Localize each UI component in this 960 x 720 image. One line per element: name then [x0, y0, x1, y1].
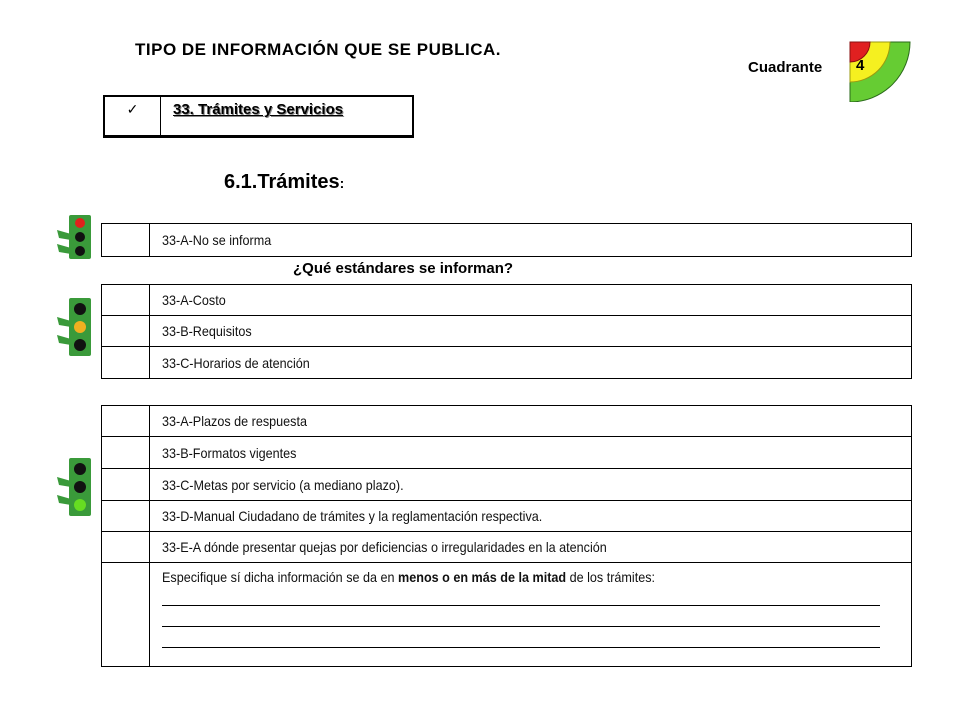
checkbox-cell[interactable] — [102, 316, 150, 347]
checkbox-cell[interactable] — [102, 501, 150, 532]
checkbox-cell[interactable] — [102, 469, 150, 501]
row-label: 33-A-Plazos de respuesta — [150, 406, 912, 437]
traffic-light-yellow-icon — [57, 297, 93, 357]
yellow-standards-table — [101, 284, 912, 379]
section-title-colon: : — [339, 175, 345, 191]
row-label: 33-E-A dónde presentar quejas por deficiencias o irregularidades en la atención — [150, 532, 912, 563]
cuadrante-number: 4 — [856, 57, 865, 74]
specify-text: Especifique sí dicha información se da en menos o en más de la mitad de los trámites: — [162, 569, 656, 585]
table-row — [102, 469, 912, 501]
checkbox-cell[interactable] — [102, 437, 150, 469]
answer-line-1[interactable] — [162, 585, 880, 606]
row-label: 33-B-Requisitos — [150, 316, 912, 347]
table-row — [102, 285, 912, 316]
page-title: TIPO DE INFORMACIÓN QUE SE PUBLICA. — [135, 40, 502, 59]
table-row — [102, 406, 912, 437]
question-heading: ¿Qué estándares se informan? — [293, 260, 514, 277]
checkmark-icon[interactable]: ✓ — [105, 97, 161, 135]
cuadrante-label: Cuadrante — [748, 59, 823, 76]
table-row — [102, 316, 912, 347]
row-label: 33-C-Horarios de atención — [150, 347, 912, 379]
traffic-light-green-icon — [57, 457, 93, 517]
row-label: 33-A-No se informa — [150, 224, 912, 257]
traffic-light-red-icon — [57, 214, 93, 260]
table-row — [102, 437, 912, 469]
table-row — [102, 563, 912, 667]
answer-line-2[interactable] — [162, 606, 880, 627]
section-title — [224, 171, 344, 194]
checkbox-cell[interactable] — [102, 285, 150, 316]
section-title-text: 6.1.Trámites — [224, 171, 340, 193]
table-row — [102, 224, 912, 257]
checkbox-cell[interactable] — [102, 406, 150, 437]
row-label: 33-C-Metas por servicio (a mediano plazo). — [150, 469, 912, 501]
selected-category-box — [103, 95, 414, 138]
checkbox-cell[interactable] — [102, 224, 150, 257]
answer-line-3[interactable] — [162, 627, 880, 648]
table-row — [102, 501, 912, 532]
row-label: 33-A-Costo — [150, 285, 912, 316]
specify-cell — [150, 563, 912, 667]
category-label: 33. Trámites y Servicios — [173, 101, 344, 118]
table-row — [102, 532, 912, 563]
checkbox-cell[interactable] — [102, 532, 150, 563]
table-row — [102, 347, 912, 379]
red-standards-table — [101, 223, 912, 257]
row-label: 33-B-Formatos vigentes — [150, 437, 912, 469]
row-label: 33-D-Manual Ciudadano de trámites y la reglamentación respectiva. — [150, 501, 912, 532]
checkbox-cell[interactable] — [102, 347, 150, 379]
green-standards-table — [101, 405, 912, 667]
checkbox-cell[interactable] — [102, 563, 150, 667]
